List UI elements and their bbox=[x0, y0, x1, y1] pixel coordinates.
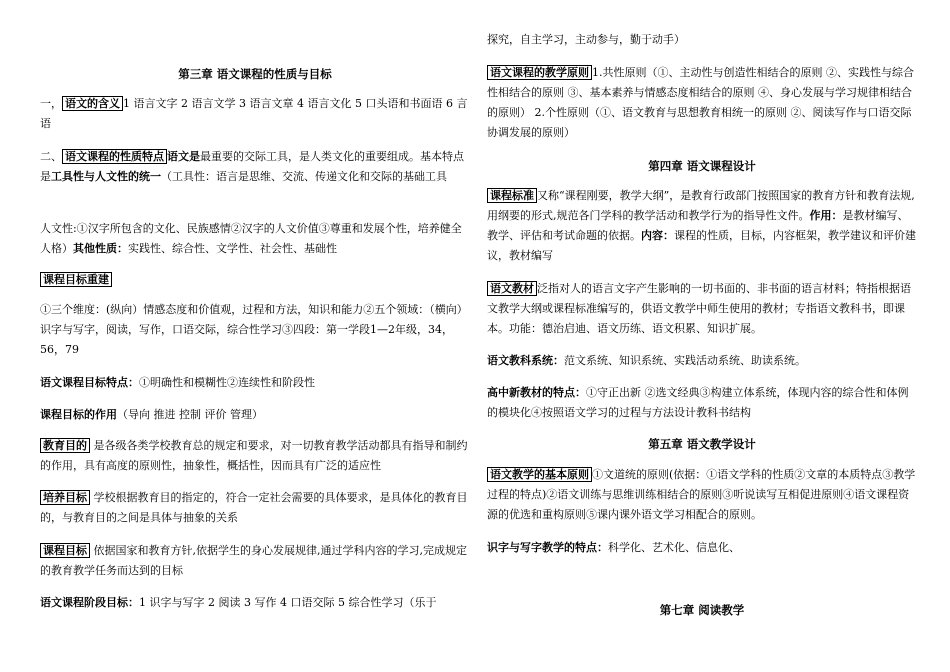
body-text: 课程的性质，目标，内容框架，教学建议和评价建议，教材编写 bbox=[487, 229, 916, 262]
bold-text: 内容： bbox=[641, 229, 674, 242]
chapter-4-title: 第四章 语文课程设计 bbox=[648, 159, 756, 173]
bold-text: 高中新教材的特点： bbox=[487, 386, 586, 399]
term-box: 语文教材 bbox=[487, 281, 537, 296]
body-text: 探究，自主学习，主动参与，勤于动手） bbox=[487, 33, 685, 46]
body-text: ①守正出新 ②选文经典③构建立体系统，体现内容的综合性和体例的模块化④按照语文学习的过程与方法设计教科书结构 bbox=[487, 386, 909, 419]
paragraph-continued bbox=[487, 30, 917, 50]
body-text: 是各级各类学校教育总的规定和要求，对一切教育教学活动都具有指导和制约的作用，具有高度的原则性，抽象性，概括性，因而具有广泛的适应性 bbox=[40, 439, 468, 472]
body-text: （工具性：语言是思维、交流、传递文化和交际的基础工具 bbox=[161, 170, 447, 183]
lead-bold: 语文是 bbox=[167, 150, 200, 163]
body-text: 又称“课程刚要，教学大纲”，是教育行政部门按照国家的教育方针和教育法规,用纲要的形式,规范各门学科的教学活动和教学行为的指导性文件。 bbox=[487, 189, 915, 222]
paragraph-nature bbox=[40, 147, 470, 187]
body-text: 1 语言文字 2 语言文学 3 语言文章 4 语言文化 5 口头语和书面语 6 言语 bbox=[40, 97, 468, 130]
body-text: （导向 推进 控制 评价 管理） bbox=[117, 408, 263, 421]
paragraph-basic-principles bbox=[487, 465, 917, 525]
term-box: 语文教学的基本原则 bbox=[487, 467, 592, 482]
paragraph-meaning bbox=[40, 94, 470, 134]
paragraph-literacy-features bbox=[487, 538, 917, 558]
bold-text: 语文课程阶段目标： bbox=[40, 596, 139, 609]
bold-text: 语文课程目标特点： bbox=[40, 376, 139, 389]
body-text: 学校根据教育目的指定的，符合一定社会需要的具体要求，是具体化的教育目的，与教育目的之间是具体与抽象的关系 bbox=[40, 491, 468, 524]
body-text: 1 识字与写字 2 阅读 3 写作 4 口语交际 5 综合性学习（乐于 bbox=[139, 596, 437, 609]
term-box: 培养目标 bbox=[40, 490, 90, 505]
paragraph-curriculum-standard bbox=[487, 186, 917, 266]
paragraph-stage-goals bbox=[40, 593, 470, 613]
paragraph-goal-function bbox=[40, 405, 470, 425]
paragraph-education-purpose bbox=[40, 436, 470, 476]
bold-text: 课程目标的作用 bbox=[40, 408, 117, 421]
bold-text: 工具性与人文性的统一 bbox=[51, 170, 161, 183]
paragraph-rebuild bbox=[40, 270, 470, 290]
body-text: ①三个维度：(纵向）情感态度和价值观，过程和方法，知识和能力②五个领域：（横向）识字与写字，阅读，写作，口语交际，综合性学习③四段：第一学段1—2年级，34，56，79 bbox=[40, 303, 468, 356]
body-text: ①明确性和模糊性②连续性和阶段性 bbox=[139, 376, 315, 389]
paragraph-goal-features bbox=[40, 373, 470, 393]
body-text: 泛指对人的语言文字产生影响的一切书面的、非书面的语言材料；特指根据语文教学大纲或课程标准编写的，供语文教学中师生使用的教材；专指语文教科书，即课本。功能：德治启迪、语文历练、语文积累、知识扩展。 bbox=[487, 282, 911, 335]
body-text: 人文性:①汉字所包含的文化、民族感情②汉字的人文价值③尊重和发展个性，培养健全人格） bbox=[40, 222, 462, 255]
paragraph-training-goal bbox=[40, 488, 470, 528]
term-box: 教育目的 bbox=[40, 438, 90, 453]
paragraph-textbook bbox=[487, 279, 917, 339]
term-box: 语文的含义 bbox=[62, 96, 123, 111]
body-text: 最重要的交际工具，是人类文化的重要组成。基本特点是 bbox=[40, 150, 464, 183]
term-box: 语文课程的教学原则 bbox=[487, 65, 592, 80]
term-box: 课程目标重建 bbox=[40, 272, 112, 287]
bold-text: 作用： bbox=[809, 209, 843, 222]
body-text: 依据国家和教育方针,依据学生的身心发展规律,通过学科内容的学习,完成规定的教育教学任务而达到的目标 bbox=[40, 544, 467, 577]
body-text: 1.共性原则（①、主动性与创造性相结合的原则 ②、实践性与综合性相结合的原则 ③、基本素养与情感态度相结合的原则 ④、身心发展与学习规律相结合的原则） 2.个性原则（①、语文教育与思想教育相统一的原则 ②、阅读写作与口语交际协调发展的原则） bbox=[487, 66, 914, 139]
paragraph-teaching-principles bbox=[487, 63, 917, 143]
body-text: ①文道统的原则(依据：①语文学科的性质②文章的本质特点③教学过程的特点)②语文训练与思维训练相结合的原则③听说读写互相促进原则④语文课程资源的优选和重构原则⑤课内课外语文学习相配合的原则。 bbox=[487, 468, 916, 521]
body-text: 是教材编写、教学、评估和考试命题的依据。 bbox=[487, 209, 909, 242]
chapter-3-title: 第三章 语文课程的性质与目标 bbox=[178, 67, 332, 81]
paragraph-dimensions bbox=[40, 300, 470, 360]
body-text: 科学化、艺术化、信息化、 bbox=[608, 541, 740, 554]
bold-text: 其他性质： bbox=[73, 242, 128, 255]
bold-text: 语文教科系统： bbox=[487, 354, 564, 367]
chapter-5-title: 第五章 语文教学设计 bbox=[648, 437, 756, 451]
term-box: 课程目标 bbox=[40, 543, 90, 558]
body-text: 范文系统、知识系统、实践活动系统、助读系统。 bbox=[564, 354, 806, 367]
prefix: 二、 bbox=[40, 150, 62, 163]
term-box: 课程标准 bbox=[487, 188, 537, 203]
paragraph-humanity bbox=[40, 219, 470, 259]
paragraph-new-textbook bbox=[487, 383, 917, 423]
term-box: 语文课程的性质特点 bbox=[62, 149, 167, 164]
chapter-7-title: 第七章 阅读教学 bbox=[659, 603, 745, 617]
body-text: 实践性、综合性、文学性、社会性、基础性 bbox=[128, 242, 337, 255]
prefix: 一， bbox=[40, 97, 62, 110]
bold-text: 识字与写字教学的特点： bbox=[487, 541, 608, 554]
paragraph-course-goal bbox=[40, 541, 470, 581]
paragraph-textbook-system bbox=[487, 351, 917, 371]
